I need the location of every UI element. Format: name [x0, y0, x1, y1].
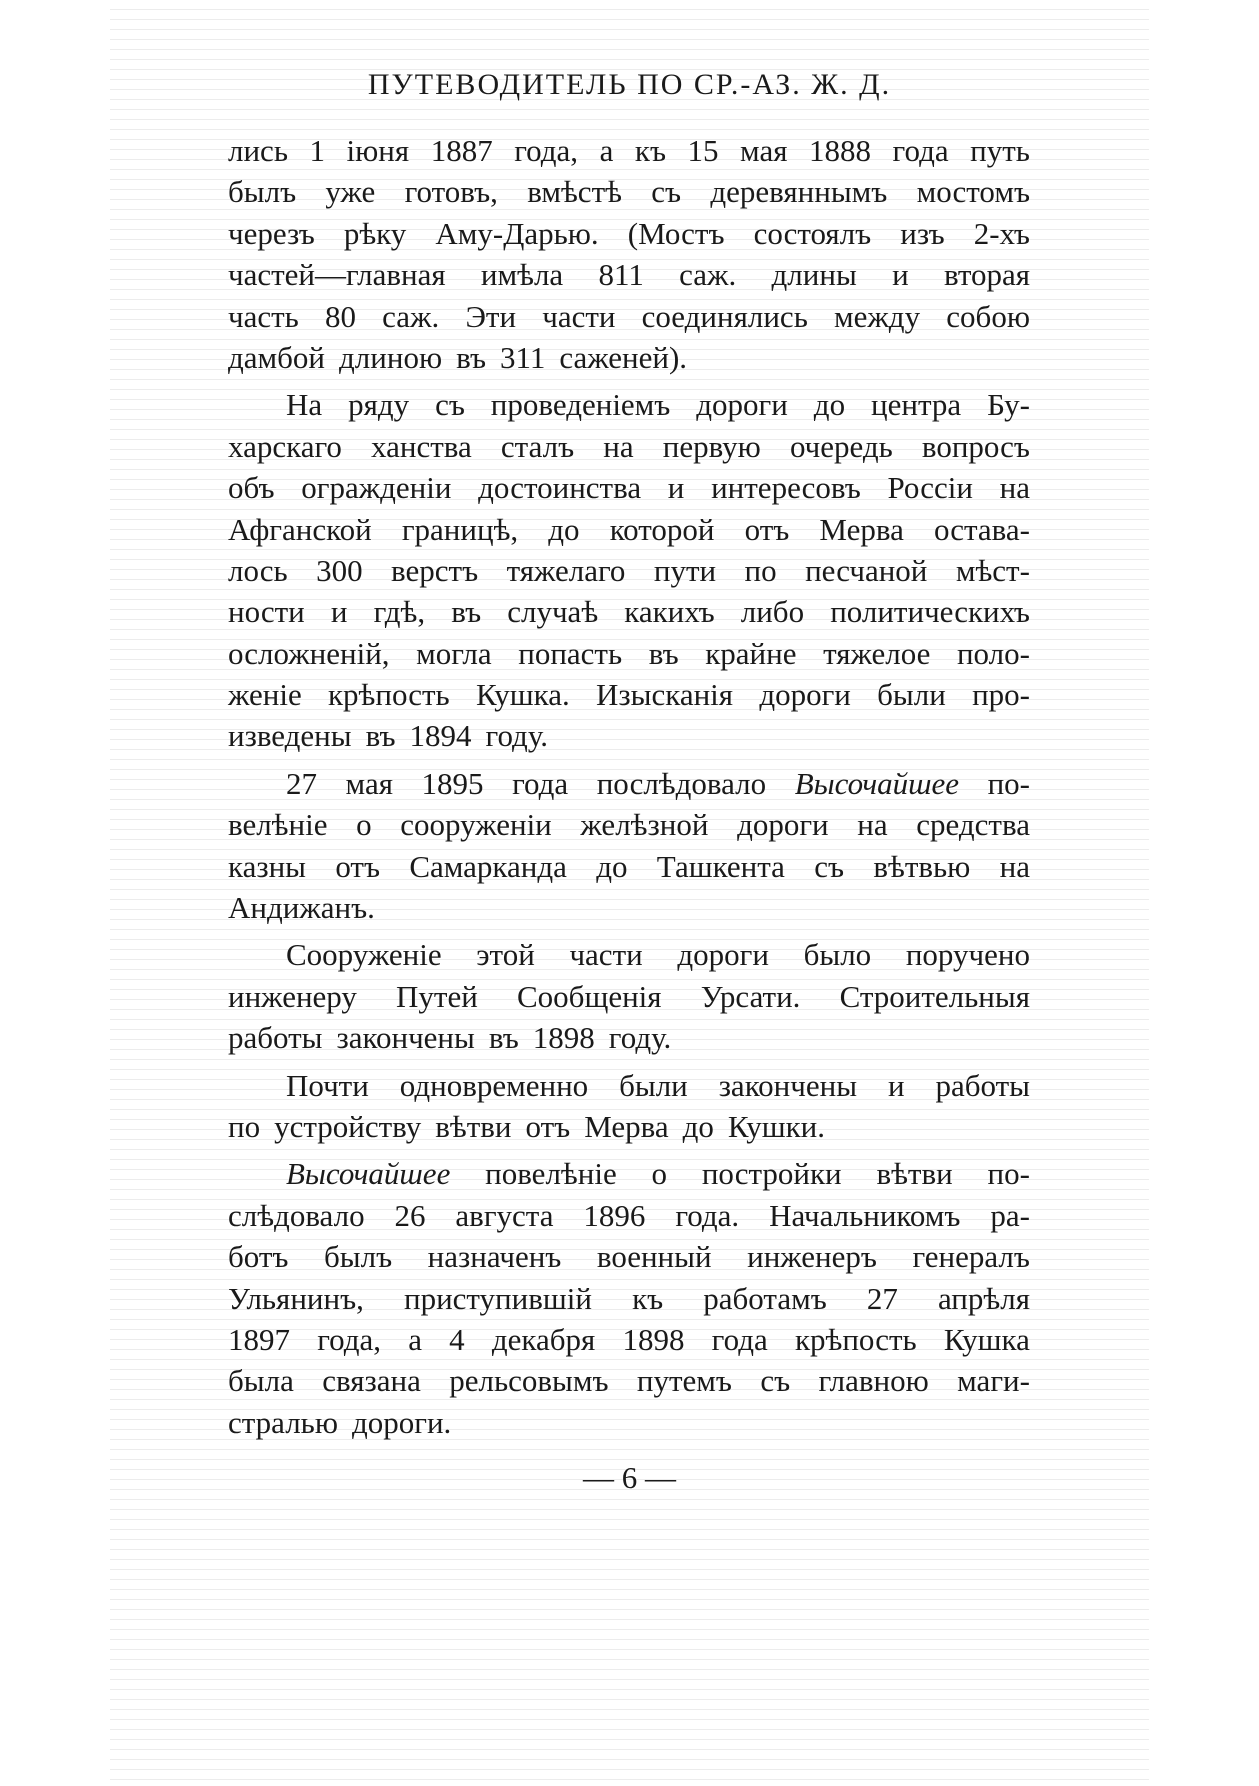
text-line: Сооруженіе этой части дороги было поручено	[286, 937, 1030, 973]
text-line: работы закончены въ 1898 году.	[228, 1020, 672, 1056]
text-line: изведены въ 1894 году.	[228, 718, 548, 754]
text-line: черезъ рѣку Аму-Дарью. (Мостъ состоялъ изъ 2-хъ	[228, 215, 1030, 251]
text-line: частей—главная имѣла 811 саж. длины и вторая	[228, 257, 1030, 293]
paragraph	[228, 763, 1030, 929]
text-line: по устройству вѣтви отъ Мерва до Кушки.	[228, 1108, 825, 1144]
text-line: былъ уже готовъ, вмѣстѣ съ деревяннымъ мостомъ	[228, 174, 1030, 210]
text-line: стралью дороги.	[228, 1404, 452, 1440]
paragraph	[228, 384, 1030, 757]
text-line: слѣдовало 26 августа 1896 года. Начальникомъ ра-	[228, 1197, 1030, 1233]
paragraph	[228, 130, 1030, 378]
text-line: Афганской границѣ, до которой отъ Мерва остава-	[228, 511, 1030, 547]
text-line: 1897 года, а 4 декабря 1898 года крѣпость Кушка	[228, 1321, 1030, 1357]
text-line: лись 1 іюня 1887 года, а къ 15 мая 1888 года путь	[228, 133, 1030, 168]
text-line: инженеру Путей Сообщенія Урсати. Строительныя	[228, 978, 1030, 1014]
text-line: ботъ былъ назначенъ военный инженеръ генералъ	[228, 1239, 1030, 1275]
text-line: женіе крѣпость Кушка. Изысканія дороги были про-	[228, 677, 1030, 713]
text-line: 27 мая 1895 года послѣдовало Высочайшее по-	[286, 765, 1030, 801]
text-line: Андижанъ.	[228, 890, 375, 926]
text-line: Ульянинъ, приступившій къ работамъ 27 апрѣля	[228, 1280, 1030, 1316]
text-line: ности и гдѣ, въ случаѣ какихъ либо политическихъ	[228, 594, 1030, 630]
right-margin	[1149, 0, 1259, 1786]
text-line: Почти одновременно были закончены и работы	[286, 1067, 1030, 1103]
text-line: велѣніе о сооруженіи желѣзной дороги на средства	[228, 807, 1030, 843]
paragraph	[228, 1153, 1030, 1443]
paragraph	[228, 1065, 1030, 1148]
text-line: Высочайшее повелѣніе о постройки вѣтви по-	[286, 1156, 1030, 1192]
text-line: На ряду съ проведеніемъ дороги до центра Бу-	[286, 387, 1030, 423]
text-line: была связана рельсовымъ путемъ съ главною маги-	[228, 1363, 1030, 1399]
text-line: лось 300 верстъ тяжелаго пути по песчаной мѣст-	[228, 552, 1030, 588]
text-line: объ огражденіи достоинства и интересовъ Россіи на	[228, 470, 1030, 506]
page-number: — 6 —	[583, 1460, 676, 1495]
body-text	[228, 130, 1030, 1443]
paragraph	[228, 934, 1030, 1058]
text-line: дамбой длиною въ 311 саженей).	[228, 339, 688, 375]
text-line: часть 80 саж. Эти части соединялись между собою	[228, 298, 1030, 334]
running-head: ПУТЕВОДИТЕЛЬ ПО СР.-АЗ. Ж. Д.	[367, 68, 892, 101]
text-line: казны отъ Самарканда до Ташкента съ вѣтвью на	[228, 848, 1030, 884]
text-line: осложненій, могла попасть въ крайне тяжелое поло-	[228, 635, 1030, 671]
left-margin	[0, 0, 110, 1786]
text-line: харскаго ханства сталъ на первую очередь вопросъ	[228, 428, 1030, 464]
